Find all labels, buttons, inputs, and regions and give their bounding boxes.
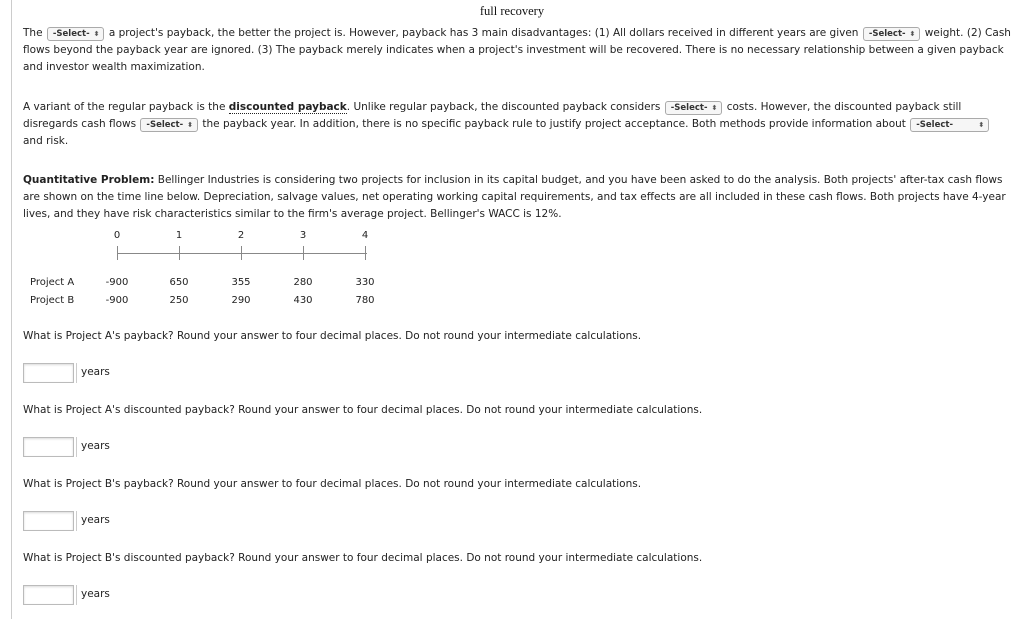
timeline-tick — [241, 246, 242, 260]
select-beyond-before[interactable]: -Select- ⬍ — [140, 118, 198, 132]
timeline-axis — [117, 253, 367, 254]
project-a-cf: 355 — [231, 277, 251, 288]
para1-text-2: a project's payback, the better the project is. However, payback has 3 main disadvantages: (1) All dollars received in different years are given — [108, 27, 859, 39]
question-a-discounted-payback: What is Project A's discounted payback? Round your answer to four decimal places. Do not round your intermediate calculations. — [23, 404, 703, 416]
answer-a-payback — [23, 363, 1013, 385]
project-b-label: Project B — [30, 295, 75, 306]
formula-denominator: full recovery — [479, 4, 545, 18]
glossary-term-discounted-payback[interactable]: discounted payback — [228, 101, 347, 113]
para2-text-5: and risk. — [23, 135, 69, 147]
select-arrows-icon: ⬍ — [909, 30, 916, 38]
project-a-label: Project A — [30, 277, 75, 288]
select-weight[interactable]: -Select- ⬍ — [863, 27, 921, 41]
period-label: 3 — [299, 230, 307, 241]
payback-paragraph — [23, 25, 1013, 76]
select-information[interactable]: -Select- ⬍ — [910, 118, 989, 132]
project-a-cf: 330 — [355, 277, 375, 288]
discounted-payback-paragraph — [23, 99, 1013, 150]
project-a-cf: -900 — [105, 277, 129, 288]
answer-b-discounted-payback — [23, 585, 1013, 607]
answer-input[interactable] — [23, 363, 74, 383]
answer-input[interactable] — [23, 437, 74, 457]
select-arrows-icon: ⬍ — [978, 121, 985, 129]
left-border-rule — [11, 0, 12, 619]
timeline-tick — [365, 246, 366, 260]
answer-unit: years — [76, 437, 110, 457]
timeline-tick — [303, 246, 304, 260]
project-b-cf: -900 — [105, 295, 129, 306]
para2-text-2: . Unlike regular payback, the discounted payback considers — [346, 101, 661, 113]
main-content — [23, 22, 1013, 607]
timeline-tick — [117, 246, 118, 260]
para1-text-3: weight. (2) Cash flows beyond the payback year are ignored. (3) The payback merely indicates when a project's investment will be recovered. There is no necessary relationship between a given payback and investor wealth maximization. — [23, 27, 1011, 73]
question-b-discounted-payback: What is Project B's discounted payback? Round your answer to four decimal places. Do not round your intermediate calculations. — [23, 552, 703, 564]
question-a-payback: What is Project A's payback? Round your answer to four decimal places. Do not round your intermediate calculations. — [23, 330, 642, 342]
para1-text-1: The — [23, 27, 43, 39]
period-label: 4 — [361, 230, 369, 241]
select-arrows-icon: ⬍ — [711, 104, 718, 112]
period-label: 0 — [113, 230, 121, 241]
payback-formula-fragment — [0, 0, 1024, 18]
select-shorter-longer[interactable]: -Select- ⬍ — [47, 27, 105, 41]
project-b-cf: 250 — [169, 295, 189, 306]
problem-heading: Quantitative Problem: — [23, 174, 155, 186]
project-b-cf: 430 — [293, 295, 313, 306]
para2-text-3: costs. However, the discounted payback still disregards cash flows — [23, 101, 962, 130]
timeline-tick — [179, 246, 180, 260]
project-b-cf: 780 — [355, 295, 375, 306]
answer-unit: years — [76, 585, 110, 605]
period-label: 1 — [175, 230, 183, 241]
project-a-cf: 280 — [293, 277, 313, 288]
answer-input[interactable] — [23, 511, 74, 531]
para2-text-4: the payback year. In addition, there is no specific payback rule to justify project acceptance. Both methods provide information about — [202, 118, 906, 130]
select-arrows-icon: ⬍ — [187, 121, 194, 129]
question-b-payback: What is Project B's payback? Round your answer to four decimal places. Do not round your intermediate calculations. — [23, 478, 642, 490]
select-costs[interactable]: -Select- ⬍ — [665, 101, 723, 115]
answer-input[interactable] — [23, 585, 74, 605]
project-a-cf: 650 — [169, 277, 189, 288]
cash-flow-timeline — [23, 230, 443, 312]
answer-unit: years — [76, 511, 110, 531]
answer-b-payback — [23, 511, 1013, 533]
answer-a-discounted-payback — [23, 437, 1013, 459]
quantitative-problem-paragraph — [23, 172, 1013, 223]
project-b-cf: 290 — [231, 295, 251, 306]
problem-text: Bellinger Industries is considering two projects for inclusion in its capital budget, and you have been asked to do the analysis. Both projects' after-tax cash flows are shown on the time line below. Depreciation, salvage values, net operating working capital requirements, and tax effects are all included in these cash flows. Both projects have 4-year lives, and they have risk characteristics similar to the firm's average project. Bellinger's WACC is 12%. — [23, 174, 1006, 220]
answer-unit: years — [76, 363, 110, 383]
period-label: 2 — [237, 230, 245, 241]
select-arrows-icon: ⬍ — [93, 30, 100, 38]
para2-text-1: A variant of the regular payback is the — [23, 101, 226, 113]
